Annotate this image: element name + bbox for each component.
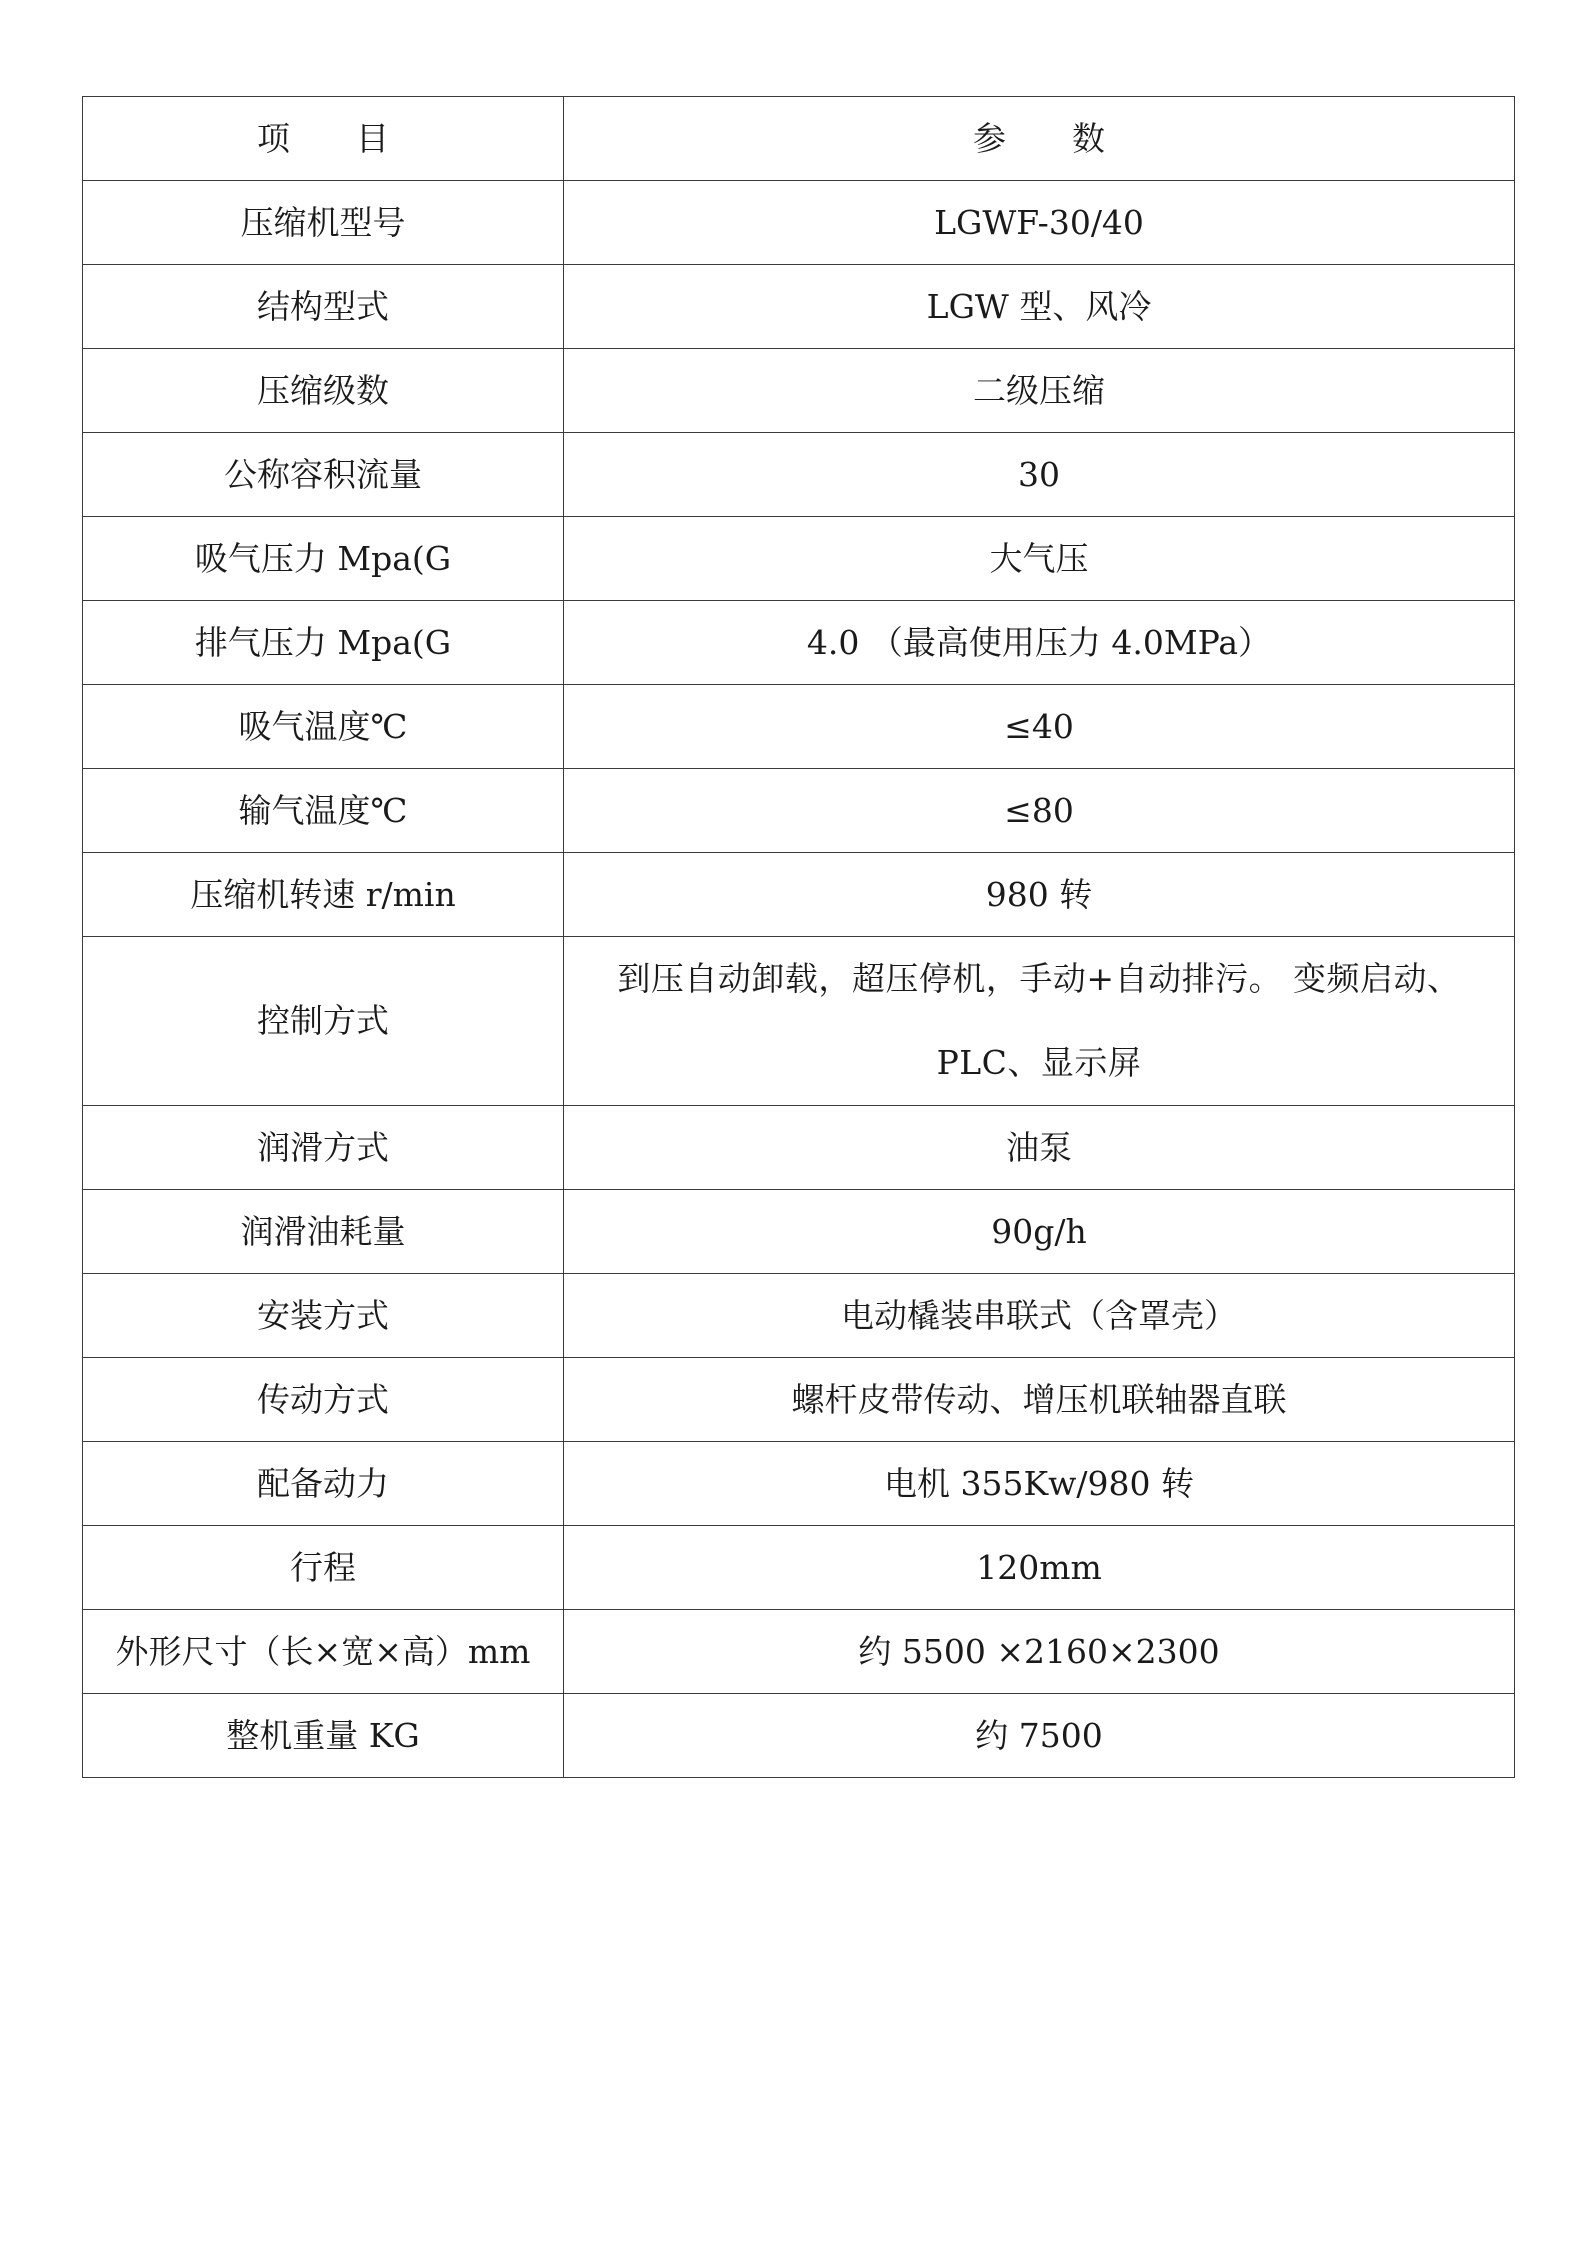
param-cell: LGW 型、风冷 <box>564 265 1515 349</box>
table-row <box>83 265 1515 349</box>
table-row <box>83 1106 1515 1190</box>
table-row <box>83 1358 1515 1442</box>
table-row <box>83 517 1515 601</box>
param-cell: 大气压 <box>564 517 1515 601</box>
item-cell: 润滑方式 <box>83 1106 564 1190</box>
item-cell: 传动方式 <box>83 1358 564 1442</box>
table-row <box>83 433 1515 517</box>
table-row <box>83 1274 1515 1358</box>
item-cell: 外形尺寸（长×宽×高）mm <box>83 1610 564 1694</box>
table-row <box>83 685 1515 769</box>
param-cell: 90g/h <box>564 1190 1515 1274</box>
table-header-row <box>83 97 1515 181</box>
item-cell: 输气温度℃ <box>83 769 564 853</box>
param-cell: LGWF-30/40 <box>564 181 1515 265</box>
item-cell: 整机重量 KG <box>83 1694 564 1778</box>
param-cell: 约 5500 ×2160×2300 <box>564 1610 1515 1694</box>
param-cell: 980 转 <box>564 853 1515 937</box>
param-cell: ≤40 <box>564 685 1515 769</box>
item-cell: 行程 <box>83 1526 564 1610</box>
table-row <box>83 1610 1515 1694</box>
item-cell: 压缩级数 <box>83 349 564 433</box>
param-cell: 电动橇装串联式（含罩壳） <box>564 1274 1515 1358</box>
item-cell: 安装方式 <box>83 1274 564 1358</box>
param-cell: 120mm <box>564 1526 1515 1610</box>
param-cell: 电机 355Kw/980 转 <box>564 1442 1515 1526</box>
param-cell: 螺杆皮带传动、增压机联轴器直联 <box>564 1358 1515 1442</box>
item-cell: 公称容积流量 <box>83 433 564 517</box>
item-cell: 吸气温度℃ <box>83 685 564 769</box>
header-item-cell: 项 目 <box>83 97 564 181</box>
item-cell: 结构型式 <box>83 265 564 349</box>
param-cell: 4.0 （最高使用压力 4.0MPa） <box>564 601 1515 685</box>
item-cell: 配备动力 <box>83 1442 564 1526</box>
param-cell: 二级压缩 <box>564 349 1515 433</box>
table-row <box>83 1694 1515 1778</box>
param-cell: 约 7500 <box>564 1694 1515 1778</box>
item-cell: 压缩机转速 r/min <box>83 853 564 937</box>
table-row <box>83 769 1515 853</box>
item-cell: 控制方式 <box>83 937 564 1106</box>
item-cell: 排气压力 Mpa(G <box>83 601 564 685</box>
table-row <box>83 601 1515 685</box>
table-row <box>83 853 1515 937</box>
item-cell: 吸气压力 Mpa(G <box>83 517 564 601</box>
item-cell: 润滑油耗量 <box>83 1190 564 1274</box>
table-row <box>83 349 1515 433</box>
param-cell: 油泵 <box>564 1106 1515 1190</box>
param-cell: ≤80 <box>564 769 1515 853</box>
table-row <box>83 1526 1515 1610</box>
spec-table <box>82 96 1515 1778</box>
param-cell: 到压自动卸载，超压停机，手动+自动排污。 变频启动、PLC、显示屏 <box>564 937 1515 1106</box>
item-cell: 压缩机型号 <box>83 181 564 265</box>
header-param-cell: 参 数 <box>564 97 1515 181</box>
param-cell: 30 <box>564 433 1515 517</box>
table-row <box>83 1190 1515 1274</box>
table-row <box>83 1442 1515 1526</box>
table-row <box>83 181 1515 265</box>
table-row <box>83 937 1515 1106</box>
